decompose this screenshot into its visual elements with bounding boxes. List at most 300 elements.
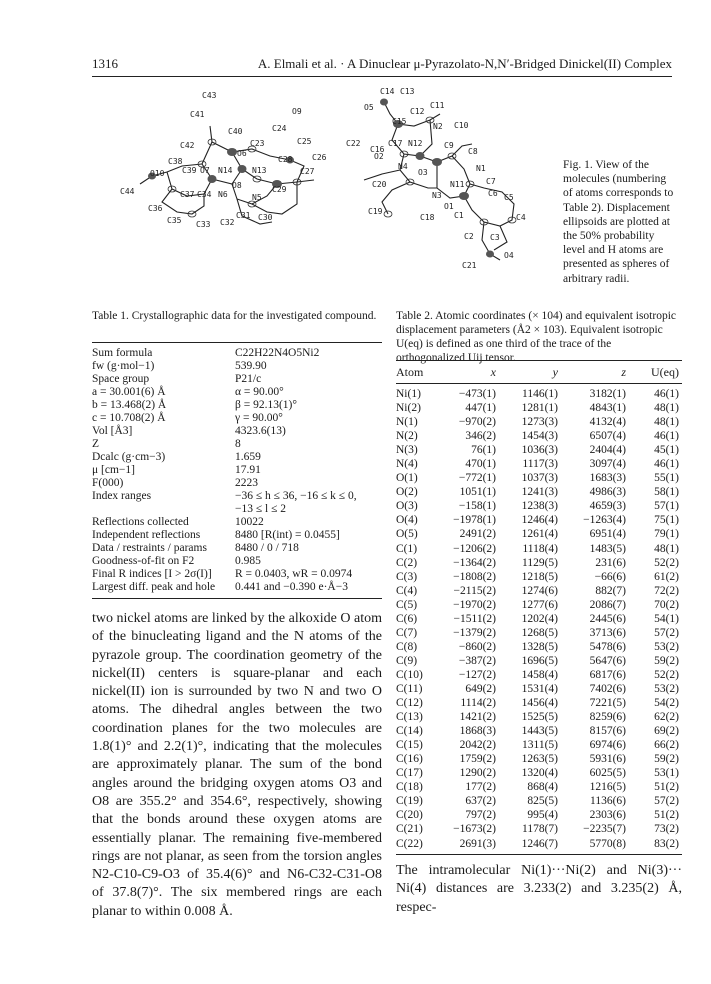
coord-y: 1458(4) xyxy=(521,668,558,681)
atom-name: C(2) xyxy=(396,556,418,569)
coord-y: 1036(3) xyxy=(521,444,558,457)
coord-x: −1206(2) xyxy=(453,542,496,555)
coord-x: −1978(1) xyxy=(453,514,496,527)
coord-x: −772(1) xyxy=(458,472,496,485)
coord-x: 1290(2) xyxy=(459,767,496,780)
coord-y: 825(5) xyxy=(527,795,558,808)
table-row xyxy=(396,443,682,457)
atom-label: C27 xyxy=(300,167,315,176)
table-row xyxy=(92,347,382,360)
coord-z: 6974(6) xyxy=(589,739,626,752)
coord-y: 1246(4) xyxy=(521,514,558,527)
atom-name: C(22) xyxy=(396,837,423,850)
coord-z: 5931(6) xyxy=(589,753,626,766)
running-title: A. Elmali et al. · A Dinuclear μ-Pyrazolato-N,N′-Bridged Dinickel(II) Complex xyxy=(257,56,672,71)
ueq-value: 48(1) xyxy=(654,416,679,429)
table-row xyxy=(396,612,682,626)
coord-y: 1263(5) xyxy=(521,753,558,766)
ueq-value: 51(2) xyxy=(654,809,679,822)
table-row xyxy=(92,555,382,568)
figure-caption: Fig. 1. View of the molecules (numbering of atoms corresponds to Table 2). Displacement ellipsoids are plotted at the 50% probability level and H atoms are presented as spheres of arbitrary radii. xyxy=(563,159,674,285)
table1-body xyxy=(92,347,382,594)
atom-label: C28 xyxy=(278,155,293,164)
coord-y: 1525(5) xyxy=(521,711,558,724)
atom-name: C(8) xyxy=(396,640,418,653)
table-row xyxy=(92,490,382,503)
table-row xyxy=(92,464,382,477)
ueq-value: 53(2) xyxy=(654,682,679,695)
atom-label: C6 xyxy=(488,189,498,198)
ueq-value: 46(1) xyxy=(654,458,679,471)
coord-y: 1218(5) xyxy=(521,570,558,583)
body-paragraph-right: The intramolecular Ni(1)···Ni(2) and Ni(3)··· Ni(4) distances are 3.233(2) and 3.235(2) Å, respec- xyxy=(396,863,682,915)
coord-y: 1696(5) xyxy=(521,654,558,667)
atom-label: C35 xyxy=(167,216,182,225)
table-row xyxy=(396,499,682,513)
atom-name: Ni(2) xyxy=(396,402,421,415)
ueq-value: 58(1) xyxy=(654,486,679,499)
atom-label: C36 xyxy=(148,204,163,213)
table-row xyxy=(396,598,682,612)
atom-label: C4 xyxy=(516,213,526,222)
atom-label: O2 xyxy=(374,152,384,161)
atom-label: C17 xyxy=(388,139,403,148)
coord-x: −1364(2) xyxy=(453,556,496,569)
param-value: 0.441 and −0.390 e·Å−3 xyxy=(235,581,348,593)
coord-y: 1281(1) xyxy=(521,402,558,415)
atom-label: C19 xyxy=(368,207,383,216)
coord-x: 177(2) xyxy=(465,781,496,794)
atom-label: O10 xyxy=(150,169,165,178)
param-value: α = 90.00° xyxy=(235,386,284,398)
table-row xyxy=(92,399,382,412)
coord-z: 2303(6) xyxy=(589,809,626,822)
atom-labels-left xyxy=(120,91,327,229)
atom-name: C(1) xyxy=(396,542,418,555)
param-value: R = 0.0403, wR = 0.0974 xyxy=(235,568,353,580)
coord-z: 4659(3) xyxy=(589,500,626,513)
param-value: 10022 xyxy=(235,516,264,528)
coord-z: 882(7) xyxy=(595,584,626,597)
coord-y: 868(4) xyxy=(527,781,558,794)
table-row xyxy=(396,808,682,822)
atom-label: C33 xyxy=(196,220,211,229)
table-row xyxy=(92,451,382,464)
running-header xyxy=(92,56,672,72)
atom-name: N(2) xyxy=(396,430,418,443)
atom-name: C(5) xyxy=(396,598,418,611)
atom-name: C(7) xyxy=(396,626,418,639)
atom-label: C14 xyxy=(380,87,395,96)
atom-label: C30 xyxy=(258,213,273,222)
table-row xyxy=(396,696,682,710)
coord-y: 1118(4) xyxy=(522,542,558,555)
atom-label: C12 xyxy=(410,107,425,116)
ueq-value: 46(1) xyxy=(654,430,679,443)
coord-z: 4132(4) xyxy=(589,416,626,429)
ueq-value: 54(2) xyxy=(654,697,679,710)
atom-name: C(18) xyxy=(396,781,423,794)
atom-label: O9 xyxy=(292,107,302,116)
atom-label: O1 xyxy=(444,202,454,211)
coord-x: −127(2) xyxy=(458,668,496,681)
coord-x: 2691(3) xyxy=(459,837,496,850)
coord-y: 1037(3) xyxy=(521,472,558,485)
param-value: −36 ≤ h ≤ 36, −16 ≤ k ≤ 0, xyxy=(235,490,357,502)
coord-y: 1202(4) xyxy=(521,612,558,625)
coord-y: 1311(5) xyxy=(522,739,558,752)
coord-z: −1263(4) xyxy=(583,514,626,527)
table-rule xyxy=(396,854,682,855)
atom-label: N13 xyxy=(252,166,267,175)
param-name: Z xyxy=(92,438,100,450)
coord-y: 1261(4) xyxy=(521,528,558,541)
table-row xyxy=(396,542,682,556)
atom-name: Ni(1) xyxy=(396,388,421,400)
atom-label: C34 xyxy=(197,190,212,199)
param-name: Reflections collected xyxy=(92,516,189,528)
param-name: a = 30.001(6) Å xyxy=(92,386,166,398)
table-row xyxy=(396,387,682,401)
atom-name: C(21) xyxy=(396,823,423,836)
coord-z: 2404(4) xyxy=(589,444,626,457)
coord-z: 6507(4) xyxy=(589,430,626,443)
atom-label: O4 xyxy=(504,251,514,260)
ueq-value: 52(2) xyxy=(654,556,679,569)
coord-z: 8259(6) xyxy=(589,711,626,724)
param-value: 1.659 xyxy=(235,451,261,463)
coord-z: 3713(6) xyxy=(589,626,626,639)
atom-label: C23 xyxy=(250,139,265,148)
atom-label: C2 xyxy=(464,232,474,241)
param-name: Data / restraints / params xyxy=(92,542,207,554)
table-row xyxy=(396,654,682,668)
coord-z: 2086(7) xyxy=(589,598,626,611)
ueq-value: 62(2) xyxy=(654,711,679,724)
table-row xyxy=(396,752,682,766)
coord-y: 1531(4) xyxy=(521,682,558,695)
col-header-atom: Atom xyxy=(396,365,424,379)
coord-z: 1483(5) xyxy=(589,542,626,555)
table-row xyxy=(396,724,682,738)
ueq-value: 72(2) xyxy=(654,584,679,597)
atom-label: C20 xyxy=(372,180,387,189)
coord-z: 7221(5) xyxy=(589,697,626,710)
atom-label: N11 xyxy=(450,180,465,189)
coord-y: 1238(3) xyxy=(521,500,558,513)
col-header-y: y xyxy=(552,365,558,379)
atom-label: O5 xyxy=(364,103,374,112)
ueq-value: 52(2) xyxy=(654,668,679,681)
param-name: Vol [Å3] xyxy=(92,425,133,437)
atom-label: O7 xyxy=(200,166,210,175)
ueq-value: 48(1) xyxy=(654,542,679,555)
table-row xyxy=(396,780,682,794)
ueq-value: 46(1) xyxy=(654,388,679,400)
coord-x: −473(1) xyxy=(458,388,496,400)
atom-label: C29 xyxy=(272,185,287,194)
coord-z: 5647(6) xyxy=(589,654,626,667)
atom-label: C9 xyxy=(444,141,454,150)
coord-z: 2445(6) xyxy=(589,612,626,625)
table-row xyxy=(396,401,682,415)
coord-x: −1673(2) xyxy=(453,823,496,836)
atom-name: C(6) xyxy=(396,612,418,625)
body-paragraph-left: two nickel atoms are linked by the alkoxide O atom of the binucleating ligand and the N atoms of the pyrazole group. The coordination geometry of the nickel(II) centers is square-planar and each nickel(II) ion is surrounded by two N and two O atoms. The dihedral angles between the two coordination planes for the two molecules are 1.8(1)° and 2.2(1)°, indicating that the molecules are approximately planar. The sum of the bond angles around the bridging oxygen atoms O3 and O8 are 355.2° and 354.6°, respectively, showing that the bonds around these oxygen atoms are essentially planar. The remaining five-membered rings are not planar, as seen from the torsion angles N2-C10-C9-O3 of 35.4(6)° and N6-C32-C31-O8 of 37.8(7)°. The six membered rings are each planar to within 0.008 Å. xyxy=(92,611,382,919)
coord-y: 1443(5) xyxy=(521,725,558,738)
atom-name: C(11) xyxy=(396,682,423,695)
table-row xyxy=(396,584,682,598)
coord-z: 1216(5) xyxy=(589,781,626,794)
table-row xyxy=(396,485,682,499)
coord-z: 5770(8) xyxy=(589,837,626,850)
coord-y: 1274(6) xyxy=(521,584,558,597)
atom-label: C7 xyxy=(486,177,496,186)
param-value: 8480 [R(int) = 0.0455] xyxy=(235,529,340,541)
atom-label: C31 xyxy=(236,211,251,220)
ueq-value: 51(2) xyxy=(654,781,679,794)
atom-name: C(12) xyxy=(396,697,423,710)
table-row xyxy=(396,471,682,485)
param-value: 8 xyxy=(235,438,241,450)
coord-z: 5478(6) xyxy=(589,640,626,653)
coord-y: 995(4) xyxy=(527,809,558,822)
atom-label: C15 xyxy=(392,117,407,126)
coord-y: 1277(6) xyxy=(521,598,558,611)
param-value: β = 92.13(1)° xyxy=(235,399,297,411)
atom-label: O8 xyxy=(232,181,242,190)
atom-label: C3 xyxy=(490,233,500,242)
coord-y: 1246(7) xyxy=(521,837,558,850)
table-row xyxy=(92,542,382,555)
molecule-figure xyxy=(92,84,562,284)
coord-x: −387(2) xyxy=(458,654,496,667)
atom-label: C18 xyxy=(420,213,435,222)
table-row xyxy=(92,477,382,490)
table-row xyxy=(92,373,382,386)
coord-y: 1456(4) xyxy=(521,697,558,710)
coord-x: 1421(2) xyxy=(459,711,496,724)
ueq-value: 69(2) xyxy=(654,725,679,738)
atom-name: C(16) xyxy=(396,753,423,766)
param-value: 539.90 xyxy=(235,360,267,372)
table-row xyxy=(396,570,682,584)
table-row xyxy=(92,425,382,438)
atom-name: N(1) xyxy=(396,416,418,429)
param-value: 17.91 xyxy=(235,464,261,476)
atom-label: C5 xyxy=(504,193,514,202)
atom-label: C1 xyxy=(454,211,464,220)
coord-x: 2491(2) xyxy=(459,528,496,541)
table-row xyxy=(396,556,682,570)
ueq-value: 48(1) xyxy=(654,402,679,415)
ueq-value: 53(1) xyxy=(654,767,679,780)
table-row xyxy=(92,360,382,373)
param-value: C22H22N4O5Ni2 xyxy=(235,347,320,359)
table-row xyxy=(396,794,682,808)
table-row xyxy=(396,766,682,780)
coord-y: 1273(3) xyxy=(521,416,558,429)
param-name: Sum formula xyxy=(92,347,153,359)
ueq-value: 45(1) xyxy=(654,444,679,457)
atom-label: C13 xyxy=(400,87,415,96)
table-row xyxy=(92,516,382,529)
table2 xyxy=(396,360,682,855)
ueq-value: 61(2) xyxy=(654,570,679,583)
ueq-value: 73(2) xyxy=(654,823,679,836)
coord-x: 1114(2) xyxy=(460,697,496,710)
table-row xyxy=(396,457,682,471)
atom-label: N1 xyxy=(476,164,486,173)
coord-x: 637(2) xyxy=(465,795,496,808)
param-value: 8480 / 0 / 718 xyxy=(235,542,299,554)
coord-y: 1328(5) xyxy=(521,640,558,653)
ueq-value: 66(2) xyxy=(654,739,679,752)
page-number: 1316 xyxy=(92,56,118,71)
ueq-value: 57(2) xyxy=(654,626,679,639)
atom-label: C41 xyxy=(190,110,205,119)
param-value: 2223 xyxy=(235,477,258,489)
table-row xyxy=(92,438,382,451)
table-row xyxy=(92,386,382,399)
coord-y: 1146(1) xyxy=(522,388,558,400)
table-rule xyxy=(92,598,382,599)
coord-y: 1129(5) xyxy=(522,556,558,569)
table-row xyxy=(396,668,682,682)
table-rule xyxy=(92,342,382,343)
atom-label: C21 xyxy=(462,261,477,270)
coord-z: 1683(3) xyxy=(589,472,626,485)
table-row xyxy=(92,503,382,516)
coord-x: −1808(2) xyxy=(453,570,496,583)
atom-name: C(4) xyxy=(396,584,418,597)
atom-label: C42 xyxy=(180,141,195,150)
ueq-value: 53(2) xyxy=(654,640,679,653)
param-value: 0.985 xyxy=(235,555,261,567)
atom-name: C(13) xyxy=(396,711,423,724)
param-name: Final R indices [I > 2σ(I)] xyxy=(92,568,212,580)
atom-label: C25 xyxy=(297,137,312,146)
param-name: Largest diff. peak and hole xyxy=(92,581,216,593)
param-name: F(000) xyxy=(92,477,124,489)
atom-name: C(9) xyxy=(396,654,418,667)
atom-name: C(17) xyxy=(396,767,423,780)
atom-name: O(5) xyxy=(396,528,418,541)
coord-z: 7402(6) xyxy=(589,682,626,695)
coord-x: 1759(2) xyxy=(459,753,496,766)
coord-y: 1241(3) xyxy=(521,486,558,499)
atom-label: C40 xyxy=(228,127,243,136)
param-name: fw (g·mol−1) xyxy=(92,360,155,372)
table-row xyxy=(92,412,382,425)
col-header-x: x xyxy=(490,365,496,379)
param-value: P21/c xyxy=(235,373,262,385)
table-row xyxy=(396,626,682,640)
atom-label: C8 xyxy=(468,147,478,156)
table-row xyxy=(92,568,382,581)
ueq-value: 57(2) xyxy=(654,795,679,808)
param-name: Space group xyxy=(92,373,150,385)
table-row xyxy=(396,738,682,752)
atom-name: N(4) xyxy=(396,458,418,471)
atom-name: O(2) xyxy=(396,486,418,499)
atom-label: O6 xyxy=(237,149,247,158)
coord-y: 1268(5) xyxy=(521,626,558,639)
param-name: b = 13.468(2) Å xyxy=(92,399,167,411)
coord-y: 1178(7) xyxy=(522,823,558,836)
atom-name: C(19) xyxy=(396,795,423,808)
coord-x: −1379(2) xyxy=(453,626,496,639)
atom-name: O(4) xyxy=(396,514,418,527)
atom-name: O(3) xyxy=(396,500,418,513)
ueq-value: 59(2) xyxy=(654,753,679,766)
atom-label: C38 xyxy=(168,157,183,166)
param-value: −13 ≤ l ≤ 2 xyxy=(235,503,287,515)
coord-z: 3182(1) xyxy=(589,388,626,400)
table-row xyxy=(92,529,382,542)
param-name xyxy=(92,503,235,516)
atom-label: C43 xyxy=(202,91,217,100)
coord-x: −2115(2) xyxy=(453,584,496,597)
coord-z: 6951(4) xyxy=(589,528,626,541)
ueq-value: 54(1) xyxy=(654,612,679,625)
coord-z: 4843(1) xyxy=(589,402,626,415)
atom-label: N3 xyxy=(432,191,442,200)
coord-z: 8157(6) xyxy=(589,725,626,738)
table-row xyxy=(396,429,682,443)
atom-name: C(15) xyxy=(396,739,423,752)
table-row xyxy=(396,837,682,851)
param-name: c = 10.708(2) Å xyxy=(92,412,166,424)
coord-z: 3097(4) xyxy=(589,458,626,471)
atom-label: N6 xyxy=(218,190,228,199)
param-name: μ [cm−1] xyxy=(92,464,135,476)
coord-x: −1970(2) xyxy=(453,598,496,611)
atom-name: C(20) xyxy=(396,809,423,822)
atom-label: C16 xyxy=(370,145,385,154)
coord-x: −860(2) xyxy=(458,640,496,653)
param-name: Goodness-of-fit on F2 xyxy=(92,555,195,567)
atom-label: C11 xyxy=(430,101,445,110)
coord-x: −970(2) xyxy=(458,416,496,429)
coord-y: 1454(3) xyxy=(521,430,558,443)
coord-x: 2042(2) xyxy=(459,739,496,752)
atom-label: C10 xyxy=(454,121,469,130)
coord-y: 1117(3) xyxy=(522,458,558,471)
atom-label: C24 xyxy=(272,124,287,133)
atom-label: C39 xyxy=(182,166,197,175)
param-name: Independent reflections xyxy=(92,529,201,541)
coord-z: −66(6) xyxy=(594,570,626,583)
header-rule xyxy=(92,76,672,77)
atom-name: O(1) xyxy=(396,472,418,485)
table-row xyxy=(396,527,682,541)
atom-name: C(3) xyxy=(396,570,418,583)
coord-z: 6025(5) xyxy=(589,767,626,780)
ueq-value: 75(1) xyxy=(654,514,679,527)
coord-x: 447(1) xyxy=(465,402,496,415)
coord-x: 797(2) xyxy=(465,809,496,822)
atom-label: N12 xyxy=(408,139,423,148)
table-row xyxy=(396,640,682,654)
param-value: γ = 90.00° xyxy=(235,412,283,424)
atom-label: N14 xyxy=(218,166,233,175)
table-row xyxy=(92,581,382,594)
col-header-z: z xyxy=(621,365,626,379)
ueq-value: 79(1) xyxy=(654,528,679,541)
coord-z: 1136(6) xyxy=(590,795,626,808)
table-row xyxy=(396,415,682,429)
